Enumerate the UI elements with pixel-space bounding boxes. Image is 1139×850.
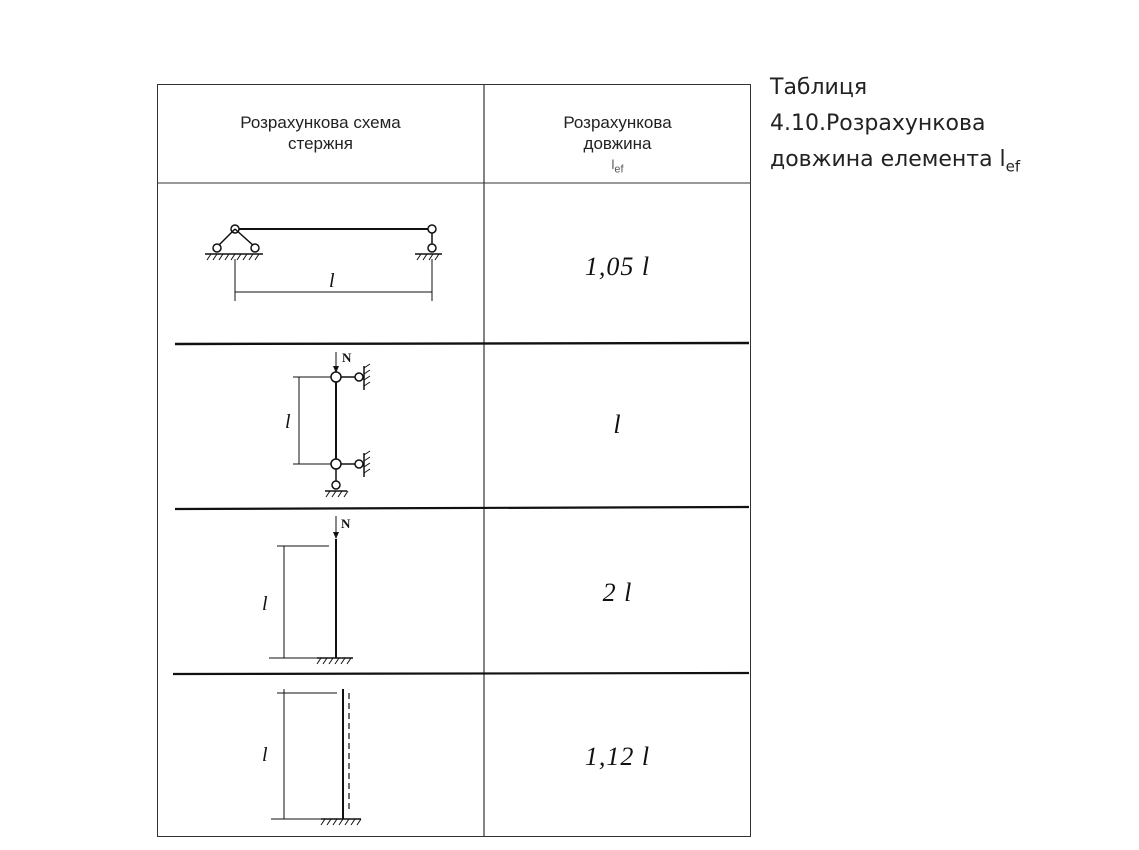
header-length-line2: довжина — [583, 134, 652, 153]
dimension-label: l — [262, 593, 268, 615]
effective-length-table — [157, 84, 751, 837]
header-length-line1: Розрахункова — [563, 113, 672, 132]
value-row-2: l — [613, 410, 622, 439]
caption-line1: Таблиця — [770, 75, 868, 100]
value-row-3: 2 l — [602, 578, 633, 607]
load-label: N — [341, 516, 351, 531]
header-length — [484, 112, 751, 181]
scheme-simply-supported-beam — [197, 209, 457, 309]
scheme-cantilever-column — [257, 512, 417, 672]
table-caption — [770, 70, 1130, 184]
caption-line3 — [770, 142, 1130, 184]
caption-line3-sub: ef — [1005, 157, 1021, 176]
header-scheme — [157, 112, 484, 154]
scheme-cantilever-deflection — [257, 681, 417, 831]
scheme-column-pinned-both-ends — [267, 346, 417, 506]
dimension-label: l — [329, 270, 335, 292]
header-length-symbol-main: l — [611, 157, 615, 172]
header-length-symbol — [484, 154, 751, 181]
caption-line2: 4.10.Розрахункова — [770, 111, 986, 136]
caption-line3-main: довжина елемента l — [770, 147, 1006, 172]
table-grid — [157, 84, 751, 837]
header-length-symbol-sub: ef — [614, 163, 624, 176]
load-label: N — [342, 350, 352, 365]
dimension-label: l — [285, 411, 291, 433]
header-scheme-line1: Розрахункова схема — [240, 113, 401, 132]
value-row-4: 1,12 l — [584, 742, 651, 771]
header-scheme-line2: стержня — [288, 134, 353, 153]
dimension-label: l — [262, 744, 268, 766]
value-row-1: 1,05 l — [584, 252, 651, 281]
